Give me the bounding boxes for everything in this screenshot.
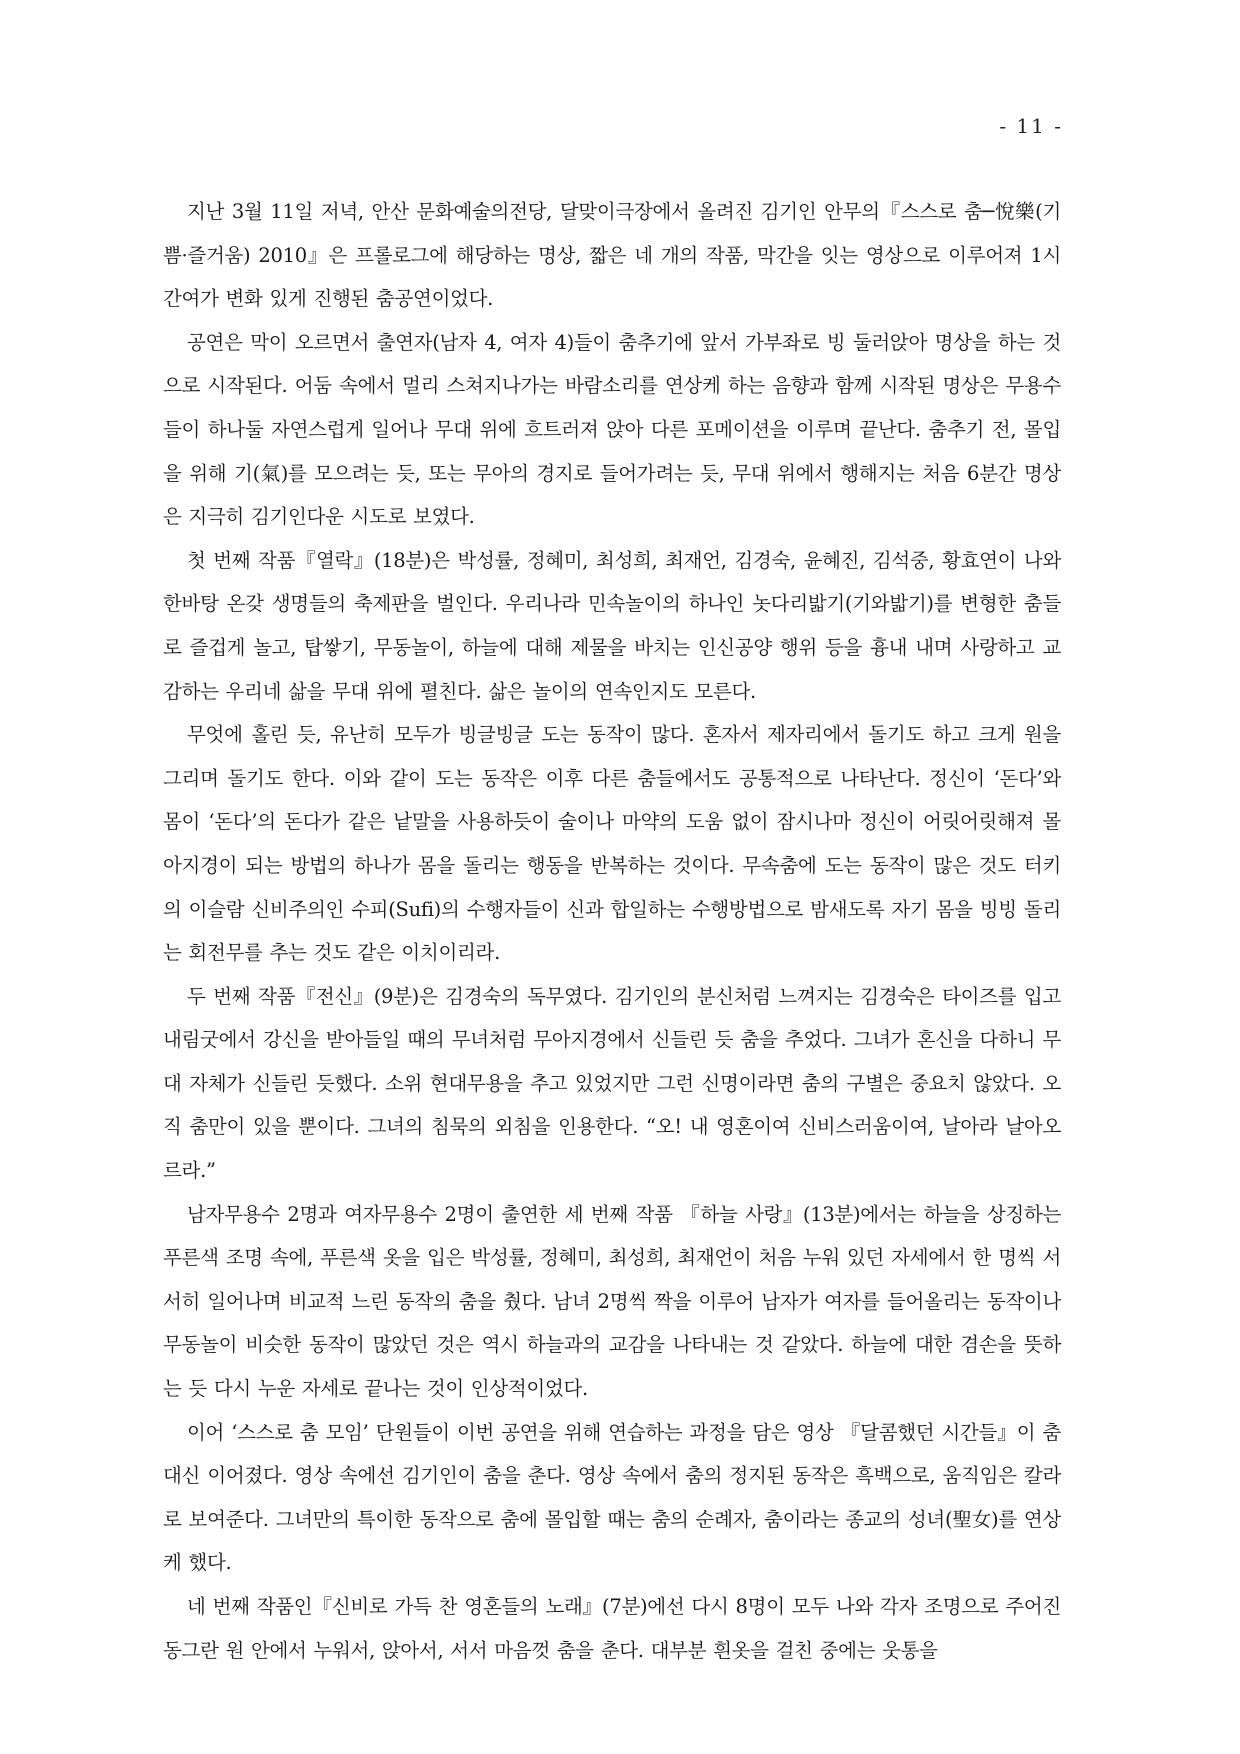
paragraph-fourth-work: 네 번째 작품인『신비로 가득 찬 영혼들의 노래』(7분)에선 다시 8명이 모두 나와 각자 조명으로 주어진 동그란 원 안에서 누워서, 앉아서, 서서 마음껏 춤을 춘다. 대부분 흰옷을 걸친 중에는 웃통을	[163, 1595, 1061, 1662]
paragraph-intro: 지난 3월 11일 저녁, 안산 문화예술의전당, 달맞이극장에서 올려진 김기인 안무의『스스로 춤─悅樂(기쁨·즐거움) 2010』은 프롤로그에 해당하는 명상, 짧은 네 개의 작품, 막간을 잇는 영상으로 이루어져 1시간여가 변화 있게 진행된 춤공연이었다.	[163, 200, 1061, 311]
paragraph-video: 이어 ‘스스로 춤 모임’ 단원들이 이번 공연을 위해 연습하는 과정을 담은 영상 『달콤했던 시간들』이 춤 대신 이어졌다. 영상 속에선 김기인이 춤을 춘다. 영상 속에서 춤의 정지된 동작은 흑백으로, 움직임은 칼라로 보여준다. 그녀만의 특이한 동작으로 춤에 몰입할 때는 춤의 순례자, 춤이라는 종교의 성녀(聖女)를 연상케 했다.	[163, 1420, 1061, 1575]
paragraph-second-work: 두 번째 작품『전신』(9분)은 김경숙의 독무였다. 김기인의 분신처럼 느껴지는 김경숙은 타이즈를 입고 내림굿에서 강신을 받아들일 때의 무녀처럼 무아지경에서 신들린 듯 춤을 추었다. 그녀가 혼신을 다하니 무대 자체가 신들린 듯했다. 소위 현대무용을 추고 있었지만 그런 신명이라면 춤의 구별은 중요치 않았다. 오직 춤만이 있을 뿐이다. 그녀의 침묵의 외침을 인용한다. “오! 내 영혼이여 신비스러움이여, 날아라 날아오르라.”	[163, 984, 1061, 1183]
paragraph-third-work: 남자무용수 2명과 여자무용수 2명이 출연한 세 번째 작품 『하늘 사랑』(13분)에서는 하늘을 상징하는 푸른색 조명 속에, 푸른색 옷을 입은 박성률, 정혜미, 최성희, 최재언이 처음 누워 있던 자세에서 한 명씩 서서히 일어나며 비교적 느린 동작의 춤을 췄다. 남녀 2명씩 짝을 이루어 남자가 여자를 들어올리는 동작이나 무동놀이 비슷한 동작이 많았던 것은 역시 하늘과의 교감을 나타내는 것 같았다. 하늘에 대한 겸손을 뜻하는 듯 다시 누운 자세로 끝나는 것이 인상적이었다.	[163, 1202, 1061, 1401]
page-number: - 11 -	[999, 114, 1063, 138]
paragraph-spinning: 무엇에 홀린 듯, 유난히 모두가 빙글빙글 도는 동작이 많다. 혼자서 제자리에서 돌기도 하고 크게 원을 그리며 돌기도 한다. 이와 같이 도는 동작은 이후 다른 춤들에서도 공통적으로 나타난다. 정신이 ‘돈다’와 몸이 ‘돈다’의 돈다가 같은 낱말을 사용하듯이 술이나 마약의 도움 없이 잠시나마 정신이 어릿어릿해져 몰아지경이 되는 방법의 하나가 몸을 돌리는 행동을 반복하는 것이다. 무속춤에 도는 동작이 많은 것도 터키의 이슬람 신비주의인 수피(Sufi)의 수행자들이 신과 합일하는 수행방법으로 밤새도록 자기 몸을 빙빙 돌리는 회전무를 추는 것도 같은 이치이리라.	[163, 723, 1061, 965]
paragraph-meditation: 공연은 막이 오르면서 출연자(남자 4, 여자 4)들이 춤추기에 앞서 가부좌로 빙 둘러앉아 명상을 하는 것으로 시작된다. 어둠 속에서 멀리 스쳐지나가는 바람소리를 연상케 하는 음향과 함께 시작된 명상은 무용수들이 하나둘 자연스럽게 일어나 무대 위에 흐트러져 앉아 다른 포메이션을 이루며 끝난다. 춤추기 전, 몰입을 위해 기(氣)를 모으려는 듯, 또는 무아의 경지로 들어가려는 듯, 무대 위에서 행해지는 처음 6분간 명상은 지극히 김기인다운 시도로 보였다.	[163, 330, 1061, 529]
paragraph-first-work: 첫 번째 작품『열락』(18분)은 박성률, 정혜미, 최성희, 최재언, 김경숙, 윤혜진, 김석중, 황효연이 나와 한바탕 온갖 생명들의 축제판을 벌인다. 우리나라 민속놀이의 하나인 놋다리밟기(기와밟기)를 변형한 춤들로 즐겁게 놀고, 탑쌓기, 무동놀이, 하늘에 대해 제물을 바치는 인신공양 행위 등을 흉내 내며 사랑하고 교감하는 우리네 삶을 무대 위에 펼친다. 삶은 놀이의 연속인지도 모른다.	[163, 548, 1061, 703]
article-body	[163, 190, 1061, 1672]
